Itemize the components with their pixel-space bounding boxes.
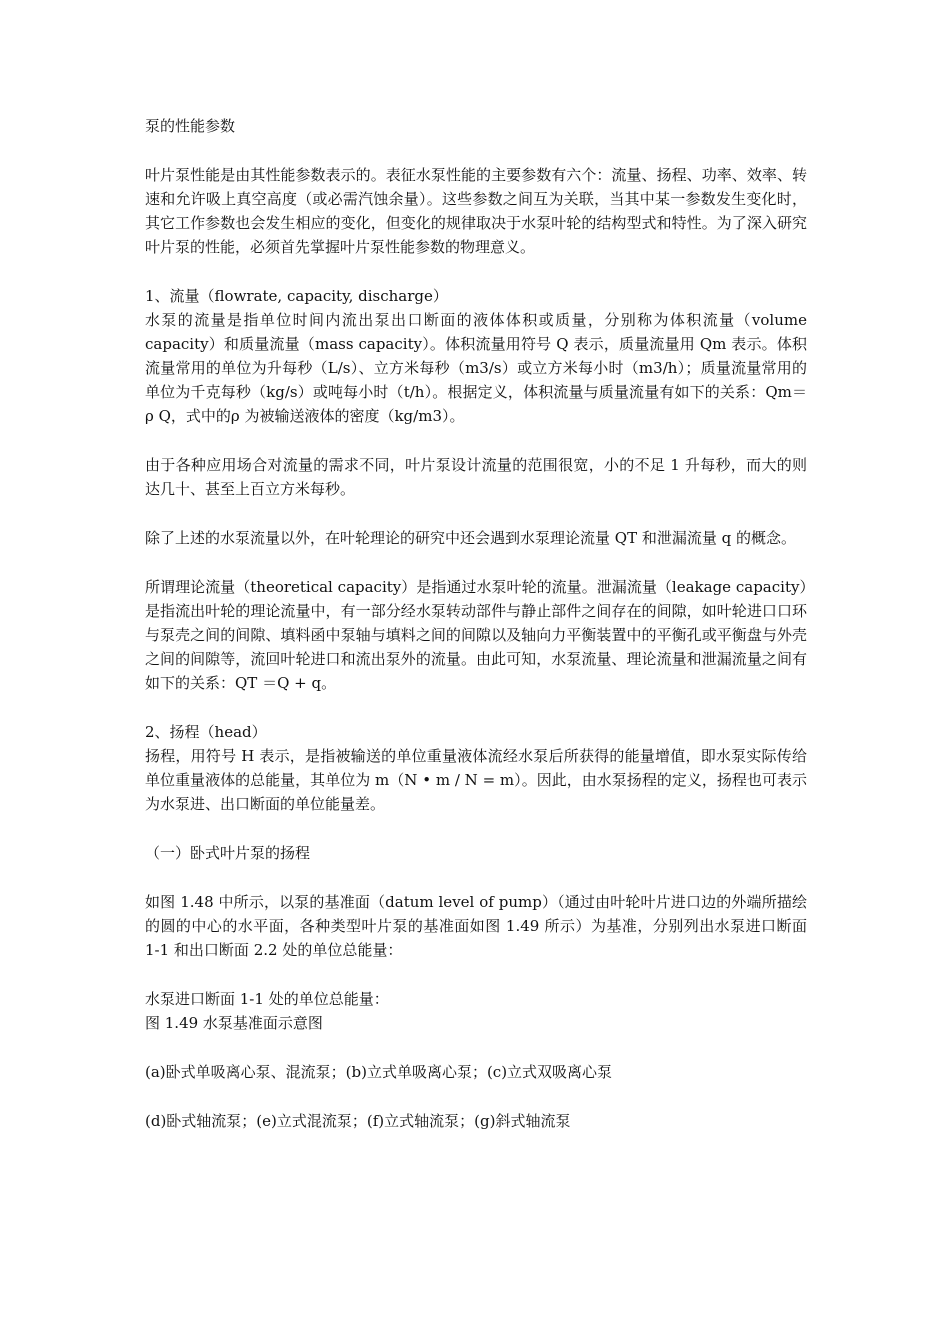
flow-paragraph-1: 水泵的流量是指单位时间内流出泵出口断面的液体体积或质量，分别称为体积流量（volume capacity）和质量流量（mass capacity）。体积流量用符号 Q 表示，质量流量用 Qm 表示。体积流量常用的单位为升每秒（L/s）、立方米每秒（m3/s）或立方米每小时（m3/h）；质量流量常用的单位为千克每秒（kg/s）或吨每小时（t/h）。根据定义，体积流量与质量流量有如下的关系：Qm＝ρ Q，式中的ρ 为被输送液体的密度（kg/m3）。 [145, 311, 807, 425]
head-paragraph-3: 水泵进口断面 1-1 处的单位总能量： [145, 990, 389, 1008]
flow-paragraph-3: 除了上述的水泵流量以外，在叶轮理论的研究中还会遇到水泵理论流量 QT 和泄漏流量 q 的概念。 [145, 529, 796, 547]
figure-caption: 图 1.49 水泵基准面示意图 [145, 1014, 323, 1032]
head-subheading: （一）卧式叶片泵的扬程 [145, 844, 311, 862]
document-title: 泵的性能参数 [145, 117, 236, 135]
head-paragraph-1: 扬程，用符号 H 表示，是指被输送的单位重量液体流经水泵后所获得的能量增值，即水泵实际传给单位重量液体的总能量，其单位为 m（N • m / N = m）。因此，由水泵扬程的定义，扬程也可表示为水泵进、出口断面的单位能量差。 [145, 747, 807, 813]
figure-items-1: (a)卧式单吸离心泵、混流泵；(b)立式单吸离心泵；(c)立式双吸离心泵 [145, 1063, 613, 1081]
intro-paragraph: 叶片泵性能是由其性能参数表示的。表征水泵性能的主要参数有六个：流量、扬程、功率、效率、转速和允许吸上真空高度（或必需汽蚀余量）。这些参数之间互为关联，当其中某一参数发生变化时，其它工作参数也会发生相应的变化，但变化的规律取决于水泵叶轮的结构型式和特性。为了深入研究叶片泵的性能，必须首先掌握叶片泵性能参数的物理意义。 [145, 166, 807, 256]
head-paragraph-2: 如图 1.48 中所示，以泵的基准面（datum level of pump）（通过由叶轮叶片进口边的外端所描绘的圆的中心的水平面，各种类型叶片泵的基准面如图 1.49 所示）为基准，分别列出水泵进口断面 1-1 和出口断面 2.2 处的单位总能量： [145, 893, 807, 959]
document-page [145, 114, 807, 1133]
flow-heading: 1、流量（flowrate, capacity, discharge） [145, 287, 448, 305]
flow-paragraph-4: 所谓理论流量（theoretical capacity）是指通过水泵叶轮的流量。泄漏流量（leakage capacity）是指流出叶轮的理论流量中，有一部分经水泵转动部件与静止部件之间存在的间隙，如叶轮进口口环与泵壳之间的间隙、填料函中泵轴与填料之间的间隙以及轴向力平衡装置中的平衡孔或平衡盘与外壳之间的间隙等，流回叶轮进口和流出泵外的流量。由此可知，水泵流量、理论流量和泄漏流量之间有如下的关系：QT ＝Q + q。 [145, 578, 807, 692]
figure-items-2: (d)卧式轴流泵；(e)立式混流泵；(f)立式轴流泵；(g)斜式轴流泵 [145, 1112, 571, 1130]
head-heading: 2、扬程（head） [145, 723, 267, 741]
flow-paragraph-2: 由于各种应用场合对流量的需求不同，叶片泵设计流量的范围很宽，小的不足 1 升每秒，而大的则达几十、甚至上百立方米每秒。 [145, 456, 807, 498]
